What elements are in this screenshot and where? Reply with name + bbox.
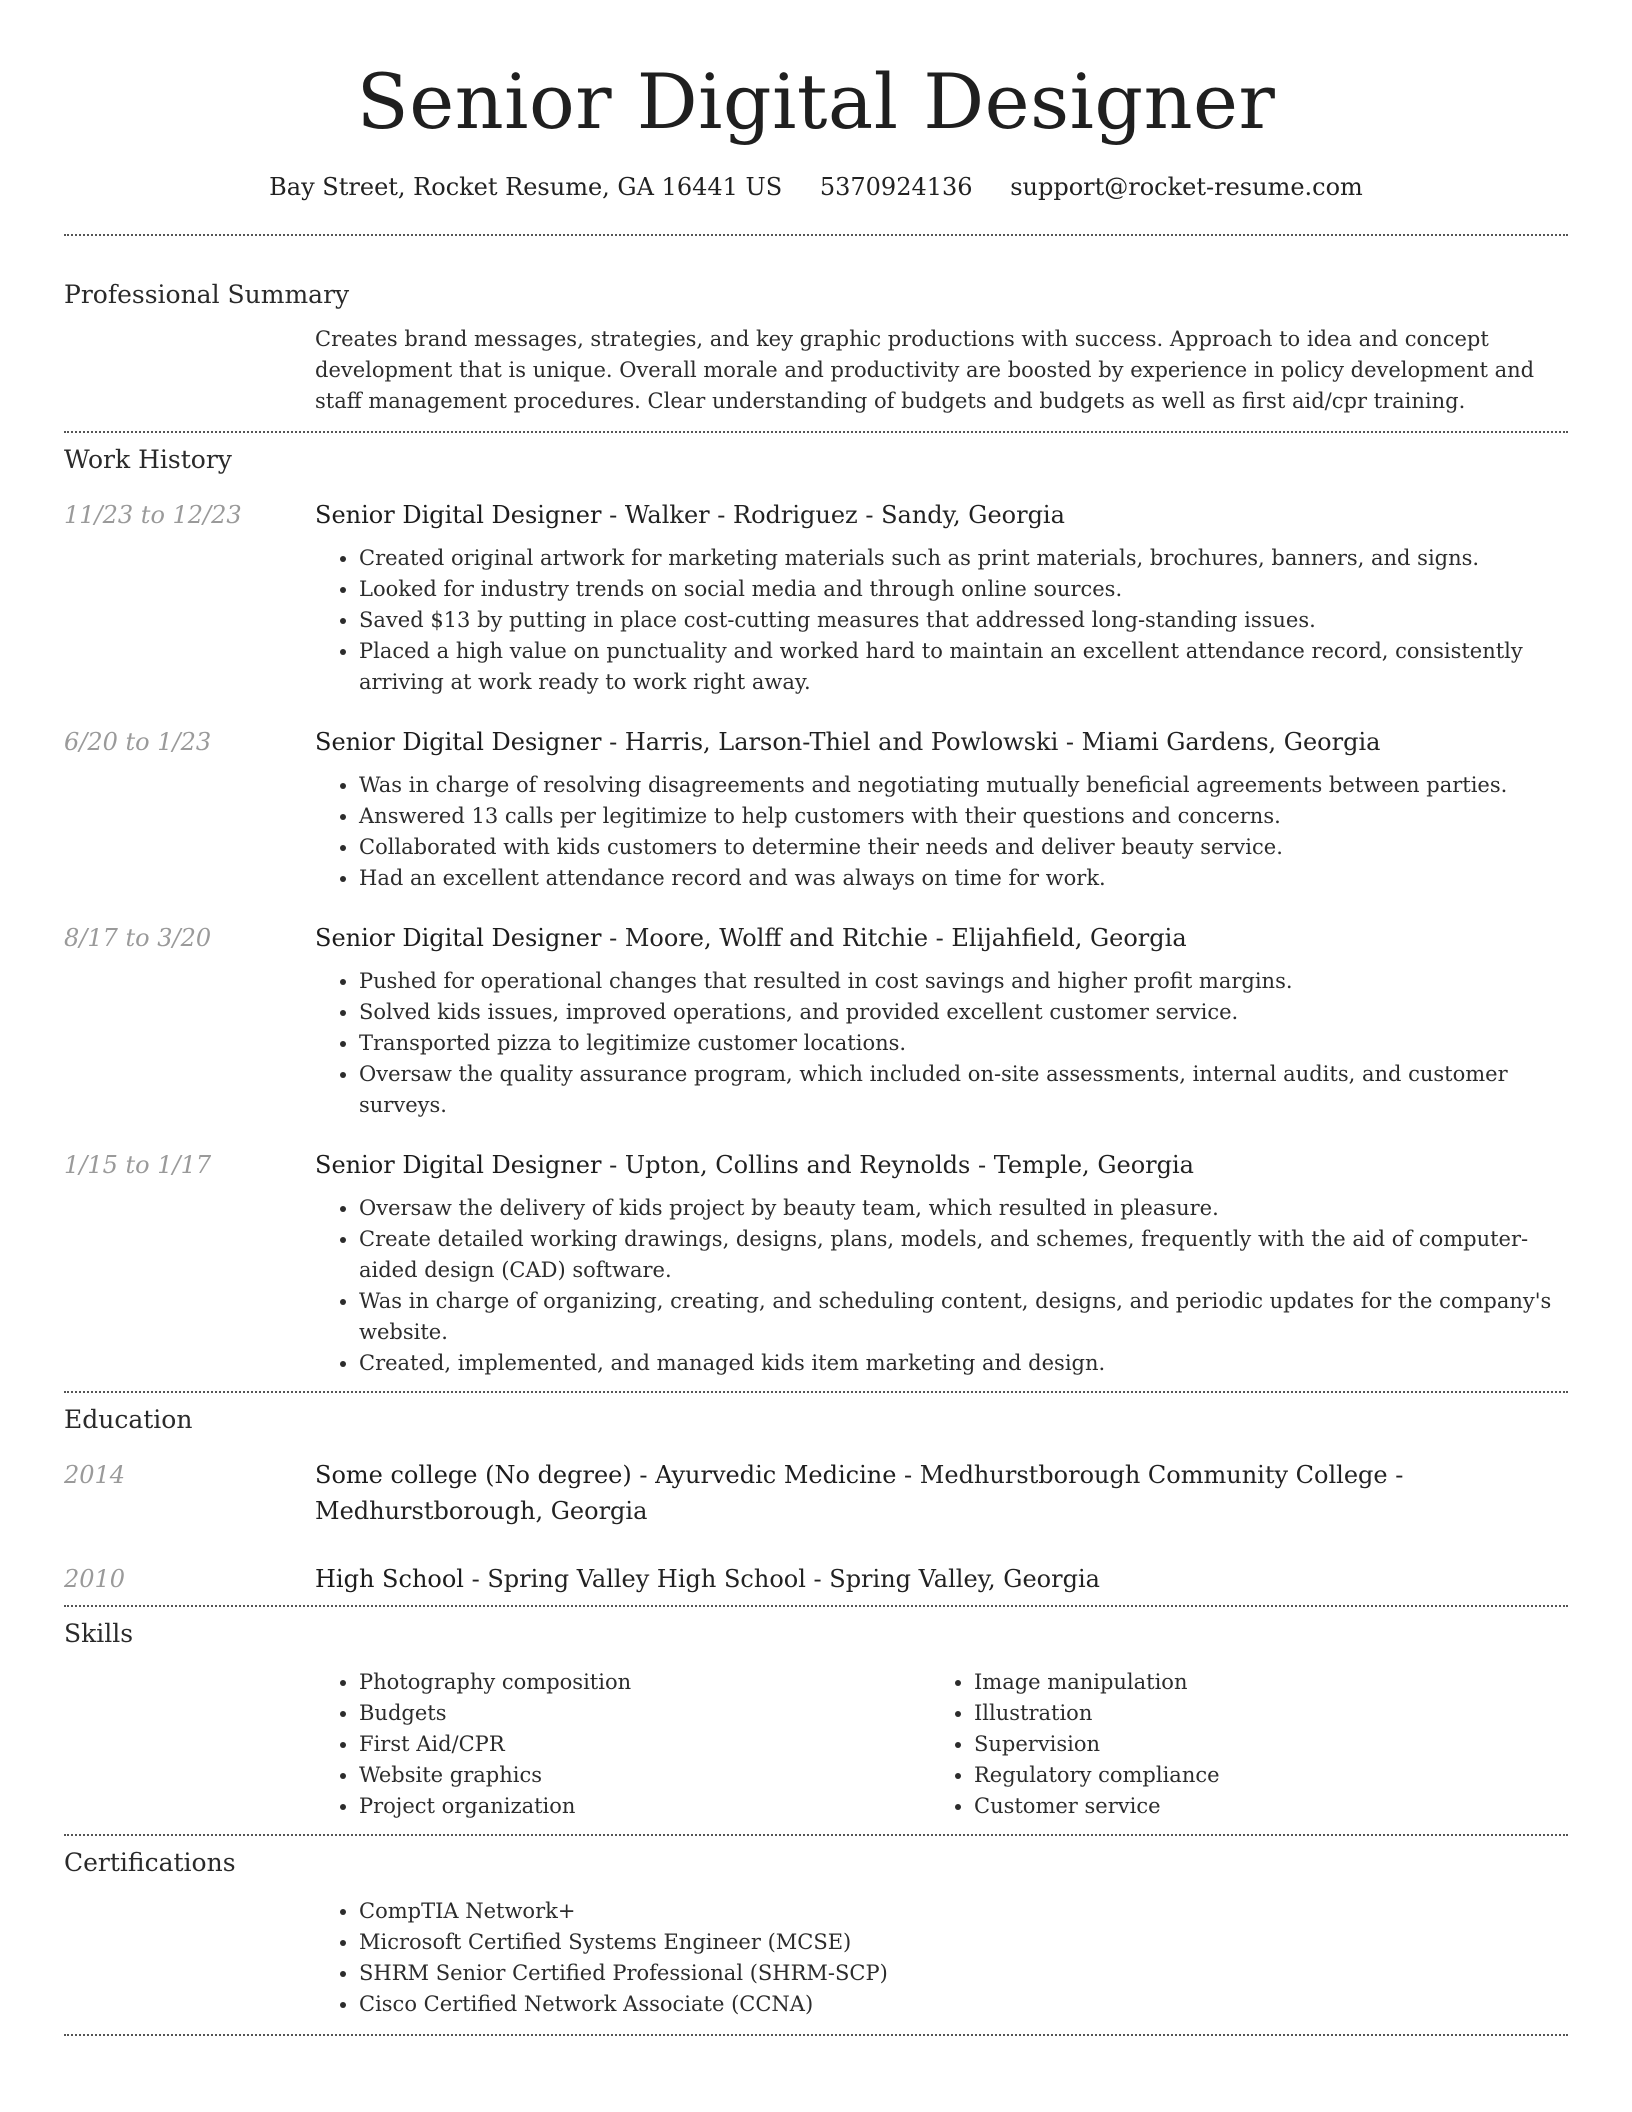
skills-column-left: [315, 1667, 930, 1822]
job-title: [315, 920, 1568, 956]
job-bullet: • Answered 13 calls per legitimize to help customers with their questions and concerns.: [359, 801, 1568, 832]
certifications-heading: Certifications: [64, 1848, 236, 1877]
skill-item: • Image manipulation: [974, 1667, 1545, 1698]
certifications-items: [315, 1896, 1568, 2020]
summary-text: Creates brand messages, strategies, and key graphic productions with success. Approach to idea and concept development that is unique. Overall morale and productivity are boosted by experience in policy development and staff management procedures. Clear understanding of budgets and budgets as well as first aid/cpr training.: [315, 327, 1535, 413]
skills-grid: [315, 1667, 1568, 1834]
certifications-section: [64, 1836, 1568, 2034]
job-bullet: • Create detailed working drawings, designs, plans, models, and schemes, frequently with the aid of computer-aided design (CAD) software.: [359, 1224, 1568, 1286]
education-details: [315, 1561, 1568, 1597]
job-bullet: • Oversaw the quality assurance program, which included on-site assessments, internal audits, and customer surveys.: [359, 1059, 1568, 1121]
skill-item: • First Aid/CPR: [359, 1729, 930, 1760]
skill-item: • Photography composition: [359, 1667, 930, 1698]
skill-item: • Supervision: [974, 1729, 1545, 1760]
job-role: Senior Digital Designer: [315, 1151, 602, 1179]
education-section: [64, 1393, 1568, 1605]
education-entry: [64, 1457, 1568, 1529]
education-school: - Spring Valley High School - Spring Valley, Georgia: [463, 1565, 1100, 1593]
work-dates: 11/23 to 12/23: [64, 501, 242, 529]
skill-item: • Customer service: [974, 1791, 1545, 1822]
job-role: Senior Digital Designer: [315, 728, 602, 756]
job-bullet: • Pushed for operational changes that resulted in cost savings and higher profit margins.: [359, 966, 1568, 997]
job-bullet: • Saved $13 by putting in place cost-cutting measures that addressed long-standing issues.: [359, 605, 1568, 636]
job-employer: - Walker - Rodriguez - Sandy, Georgia: [601, 501, 1065, 529]
work-entry-body: [315, 920, 1568, 1121]
job-employer: - Harris, Larson-Thiel and Powlowski - Miami Gardens, Georgia: [601, 728, 1381, 756]
job-role: Senior Digital Designer: [315, 924, 602, 952]
contact-line: [64, 170, 1568, 204]
work-history-list: [64, 477, 1568, 1391]
job-bullet: • Created original artwork for marketing materials such as print materials, brochures, banners, and signs.: [359, 543, 1568, 574]
job-employer: - Upton, Collins and Reynolds - Temple, Georgia: [601, 1151, 1194, 1179]
job-bullet: • Was in charge of resolving disagreements and negotiating mutually beneficial agreements between parties.: [359, 770, 1568, 801]
section-divider: [64, 2034, 1568, 2036]
education-school: - Medhurstborough Community College - Medhurstborough, Georgia: [315, 1461, 1404, 1525]
education-year: 2014: [64, 1461, 126, 1489]
job-bullet: • Created, implemented, and managed kids item marketing and design.: [359, 1348, 1568, 1379]
work-dates: 6/20 to 1/23: [64, 728, 212, 756]
education-heading: Education: [64, 1405, 193, 1434]
work-entry: [64, 920, 1568, 1121]
job-title: [315, 497, 1568, 533]
education-list: [64, 1437, 1568, 1605]
job-role: Senior Digital Designer: [315, 501, 602, 529]
work-dates: 8/17 to 3/20: [64, 924, 212, 952]
work-entry-body: [315, 497, 1568, 698]
skill-item: • Budgets: [359, 1698, 930, 1729]
job-bullet: • Transported pizza to legitimize customer locations.: [359, 1028, 1568, 1059]
certification-item: • Cisco Certified Network Associate (CCNA): [359, 1989, 1568, 2020]
job-bullet: • Looked for industry trends on social media and through online sources.: [359, 574, 1568, 605]
summary-section: [64, 236, 1568, 431]
work-dates: 1/15 to 1/17: [64, 1151, 212, 1179]
job-title: [315, 724, 1568, 760]
skill-item: • Regulatory compliance: [974, 1760, 1545, 1791]
work-entry: [64, 1147, 1568, 1379]
job-employer: - Moore, Wolff and Ritchie - Elijahfield, Georgia: [601, 924, 1187, 952]
job-title: [315, 1147, 1568, 1183]
education-entry: [64, 1561, 1568, 1597]
job-bullet: • Placed a high value on punctuality and worked hard to maintain an excellent attendance record, consistently arriving at work ready to work right away.: [359, 636, 1568, 698]
job-bullets: [315, 543, 1568, 698]
education-year: 2010: [64, 1565, 126, 1593]
work-entry: [64, 724, 1568, 894]
resume-name: Senior Digital Designer: [356, 57, 1276, 146]
education-details: [315, 1457, 1568, 1529]
contact-phone: 5370924136: [819, 173, 973, 201]
work-entry-body: [315, 724, 1568, 894]
contact-email[interactable]: support@rocket-resume.com: [1010, 173, 1363, 201]
work-entry: [64, 497, 1568, 698]
skill-item: • Project organization: [359, 1791, 930, 1822]
certification-item: • CompTIA Network+: [359, 1896, 1568, 1927]
skill-item: • Website graphics: [359, 1760, 930, 1791]
summary-heading: Professional Summary: [64, 280, 350, 309]
job-bullet: • Solved kids issues, improved operations, and provided excellent customer service.: [359, 997, 1568, 1028]
work-history-section: [64, 433, 1568, 1391]
job-bullet: • Was in charge of organizing, creating, and scheduling content, designs, and periodic updates for the company's website.: [359, 1286, 1568, 1348]
job-bullets: [315, 966, 1568, 1121]
job-bullet: • Had an excellent attendance record and was always on time for work.: [359, 863, 1568, 894]
skills-column-right: [930, 1667, 1545, 1822]
skills-section: [64, 1607, 1568, 1834]
certification-item: • SHRM Senior Certified Professional (SHRM-SCP): [359, 1958, 1568, 1989]
work-history-heading: Work History: [64, 445, 232, 474]
job-bullets: [315, 1193, 1568, 1379]
education-degree: High School: [315, 1565, 464, 1593]
job-bullet: • Collaborated with kids customers to determine their needs and deliver beauty service.: [359, 832, 1568, 863]
certification-item: • Microsoft Certified Systems Engineer (MCSE): [359, 1927, 1568, 1958]
work-entry-body: [315, 1147, 1568, 1379]
contact-address: Bay Street, Rocket Resume, GA 16441 US: [269, 173, 783, 201]
skills-heading: Skills: [64, 1619, 134, 1648]
certifications-list: [315, 1896, 1568, 2034]
education-degree: Some college (No degree) - Ayurvedic Medicine: [315, 1461, 897, 1489]
skill-item: • Illustration: [974, 1698, 1545, 1729]
job-bullets: [315, 770, 1568, 894]
job-bullet: • Oversaw the delivery of kids project by beauty team, which resulted in pleasure.: [359, 1193, 1568, 1224]
